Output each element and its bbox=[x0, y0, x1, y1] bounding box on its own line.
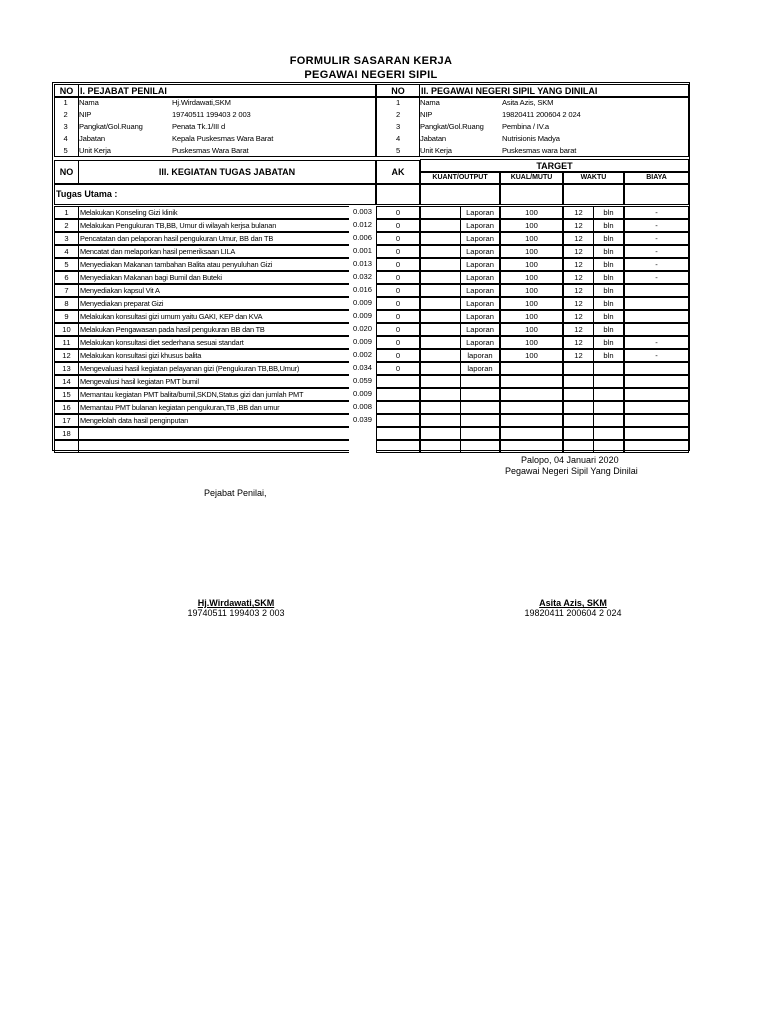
form-subtitle: PEGAWAI NEGERI SIPIL bbox=[304, 69, 438, 81]
task-kuant: 0 bbox=[376, 271, 420, 284]
task-no: 14 bbox=[54, 375, 79, 388]
task-kuant-blank bbox=[420, 336, 461, 349]
waktu-label: WAKTU bbox=[580, 174, 607, 181]
task-output: laporan bbox=[460, 362, 500, 375]
pegawai-row-value: 19820411 200604 2 024 bbox=[502, 110, 581, 119]
task-row bbox=[53, 271, 691, 284]
task-kual: 100 bbox=[500, 349, 563, 362]
biaya-label: BIAYA bbox=[646, 174, 667, 181]
task-biaya bbox=[624, 440, 689, 453]
task-biaya bbox=[624, 362, 689, 375]
task-unit bbox=[593, 427, 624, 440]
task-waktu bbox=[563, 401, 594, 414]
task-kual: 100 bbox=[500, 232, 563, 245]
task-row bbox=[53, 375, 691, 388]
task-row bbox=[53, 258, 691, 271]
task-no: 17 bbox=[54, 414, 79, 427]
pejabat-row-no: 3 bbox=[63, 122, 68, 131]
task-ak: 0.032 bbox=[349, 271, 377, 284]
task-unit bbox=[593, 414, 624, 427]
pegawai-heading-text: II. PEGAWAI NEGERI SIPIL YANG DINILAI bbox=[421, 86, 598, 96]
task-kuant: 0 bbox=[376, 349, 420, 362]
pejabat-row-value: 19740511 199403 2 003 bbox=[172, 110, 251, 119]
pejabat-sign-label: Pejabat Penilai, bbox=[204, 488, 267, 498]
task-output bbox=[460, 401, 500, 414]
pejabat-row-label: Jabatan bbox=[79, 134, 105, 143]
task-unit bbox=[593, 362, 624, 375]
task-kuant-blank bbox=[420, 245, 461, 258]
task-output: Laporan bbox=[460, 206, 500, 219]
task-no: 12 bbox=[54, 349, 79, 362]
pejabat-signature-nip: 19740511 199403 2 003 bbox=[187, 608, 285, 618]
pejabat-no-label: NO bbox=[59, 86, 74, 96]
task-biaya bbox=[624, 401, 689, 414]
task-kuant-blank bbox=[420, 427, 461, 440]
pejabat-row-no: 5 bbox=[63, 146, 68, 155]
task-kual bbox=[500, 362, 563, 375]
task-text: Mengevalusi hasil kegiatan PMT bumil bbox=[78, 375, 377, 388]
kuant-label: KUANT/OUTPUT bbox=[432, 174, 488, 181]
pejabat-row-value: Puskesmas Wara Barat bbox=[172, 146, 249, 155]
waktu-header bbox=[563, 172, 624, 184]
task-biaya: - bbox=[624, 271, 689, 284]
task-biaya: - bbox=[624, 245, 689, 258]
pegawai-row-no: 3 bbox=[395, 122, 401, 131]
task-unit: bln bbox=[593, 336, 624, 349]
task-waktu bbox=[563, 375, 594, 388]
task-biaya bbox=[624, 323, 689, 336]
task-kuant: 0 bbox=[376, 284, 420, 297]
task-kuant: 0 bbox=[376, 323, 420, 336]
task-row bbox=[53, 219, 691, 232]
task-kuant-blank bbox=[420, 258, 461, 271]
task-unit: bln bbox=[593, 323, 624, 336]
task-output bbox=[460, 414, 500, 427]
task-ak bbox=[349, 427, 377, 440]
task-output: laporan bbox=[460, 349, 500, 362]
task-kual bbox=[500, 440, 563, 453]
task-unit: bln bbox=[593, 349, 624, 362]
task-kuant: 0 bbox=[376, 297, 420, 310]
task-row bbox=[53, 401, 691, 414]
task-biaya bbox=[624, 427, 689, 440]
pejabat-row-label: Nama bbox=[79, 98, 99, 107]
form-table bbox=[52, 82, 690, 451]
task-no: 15 bbox=[54, 388, 79, 401]
task-kuant-blank bbox=[420, 284, 461, 297]
task-output: Laporan bbox=[460, 219, 500, 232]
task-ak: 0.009 bbox=[349, 310, 377, 323]
task-kual: 100 bbox=[500, 284, 563, 297]
task-kuant-blank bbox=[420, 414, 461, 427]
task-waktu bbox=[563, 414, 594, 427]
task-kuant bbox=[376, 414, 420, 427]
task-ak: 0.020 bbox=[349, 323, 377, 336]
task-row bbox=[53, 388, 691, 401]
task-text: Melakukan konsultasi gizi khusus balita bbox=[78, 349, 377, 362]
pegawai-row-label: Unit Kerja bbox=[420, 146, 452, 155]
task-kuant-blank bbox=[420, 349, 461, 362]
pejabat-row-value: Kepala Puskesmas Wara Barat bbox=[172, 134, 274, 143]
pegawai-sign-label: Pegawai Negeri Sipil Yang Dinilai bbox=[505, 466, 638, 476]
task-biaya: - bbox=[624, 232, 689, 245]
task-kuant-blank bbox=[420, 388, 461, 401]
task-text: Melakukan Konseling Gizi klinik bbox=[78, 206, 377, 219]
task-no: 10 bbox=[54, 323, 79, 336]
task-text: Menyediakan kapsul Vit A bbox=[78, 284, 377, 297]
task-row bbox=[53, 427, 691, 440]
task-waktu: 12 bbox=[563, 232, 594, 245]
task-kuant-blank bbox=[420, 297, 461, 310]
task-kuant-blank bbox=[420, 232, 461, 245]
task-no bbox=[54, 440, 79, 453]
task-kuant bbox=[376, 440, 420, 453]
task-row bbox=[53, 232, 691, 245]
pegawai-row-label: Jabatan bbox=[420, 134, 446, 143]
task-row bbox=[53, 414, 691, 427]
kegiatan-heading-text: III. KEGIATAN TUGAS JABATAN bbox=[158, 167, 296, 177]
task-text: Mengevaluasi hasil kegiatan pelayanan gizi (Pengukuran TB,BB,Umur) bbox=[78, 362, 377, 375]
task-ak: 0.001 bbox=[349, 245, 377, 258]
task-unit bbox=[593, 440, 624, 453]
task-waktu: 12 bbox=[563, 258, 594, 271]
task-kual bbox=[500, 401, 563, 414]
task-biaya: - bbox=[624, 349, 689, 362]
task-kual bbox=[500, 388, 563, 401]
task-ak: 0.002 bbox=[349, 349, 377, 362]
pegawai-row-no: 2 bbox=[395, 110, 401, 119]
task-biaya bbox=[624, 388, 689, 401]
task-no: 18 bbox=[54, 427, 79, 440]
task-output bbox=[460, 375, 500, 388]
task-text bbox=[78, 427, 377, 440]
task-row bbox=[53, 297, 691, 310]
place-date: Palopo, 04 Januari 2020 bbox=[521, 455, 619, 465]
kegiatan-no-label: NO bbox=[59, 167, 74, 177]
task-output: Laporan bbox=[460, 245, 500, 258]
kegiatan-heading bbox=[78, 160, 376, 184]
task-output: Laporan bbox=[460, 271, 500, 284]
task-output: Laporan bbox=[460, 310, 500, 323]
pejabat-row-value: Hj.Wirdawati,SKM bbox=[172, 98, 231, 107]
task-no: 9 bbox=[54, 310, 79, 323]
task-output: Laporan bbox=[460, 284, 500, 297]
task-output: Laporan bbox=[460, 297, 500, 310]
task-biaya bbox=[624, 375, 689, 388]
task-ak: 0.006 bbox=[349, 232, 377, 245]
task-ak: 0.009 bbox=[349, 336, 377, 349]
task-kuant: 0 bbox=[376, 206, 420, 219]
tugas-utama-kuant bbox=[420, 184, 500, 205]
pegawai-row-no: 4 bbox=[395, 134, 401, 143]
pejabat-row-no: 2 bbox=[63, 110, 68, 119]
task-waktu: 12 bbox=[563, 336, 594, 349]
task-no: 2 bbox=[54, 219, 79, 232]
kual-header bbox=[500, 172, 563, 184]
task-biaya bbox=[624, 310, 689, 323]
pejabat-row-label: Unit Kerja bbox=[79, 146, 111, 155]
task-unit: bln bbox=[593, 297, 624, 310]
task-kuant: 0 bbox=[376, 336, 420, 349]
task-no: 1 bbox=[54, 206, 79, 219]
form-title: FORMULIR SASARAN KERJA bbox=[289, 55, 453, 67]
task-unit: bln bbox=[593, 232, 624, 245]
task-text: Pencatatan dan pelaporan hasil pengukuran Umur, BB dan TB bbox=[78, 232, 377, 245]
task-ak: 0.009 bbox=[349, 297, 377, 310]
task-biaya: - bbox=[624, 336, 689, 349]
pegawai-row-value: Puskesmas wara barat bbox=[502, 146, 577, 155]
task-biaya: - bbox=[624, 219, 689, 232]
pegawai-signature-block bbox=[503, 598, 643, 618]
task-row bbox=[53, 336, 691, 349]
task-ak: 0.059 bbox=[349, 375, 377, 388]
task-kuant-blank bbox=[420, 440, 461, 453]
pejabat-row-label: Pangkat/Gol.Ruang bbox=[79, 122, 143, 131]
task-biaya bbox=[624, 284, 689, 297]
target-label: TARGET bbox=[536, 161, 573, 171]
task-no: 16 bbox=[54, 401, 79, 414]
task-biaya: - bbox=[624, 206, 689, 219]
task-kuant-blank bbox=[420, 206, 461, 219]
task-kuant-blank bbox=[420, 310, 461, 323]
task-no: 8 bbox=[54, 297, 79, 310]
task-row bbox=[53, 284, 691, 297]
tugas-utama-kual bbox=[500, 184, 563, 205]
task-output bbox=[460, 427, 500, 440]
pegawai-no-label: NO bbox=[391, 86, 405, 96]
pejabat-row-no: 4 bbox=[63, 134, 68, 143]
task-kuant-blank bbox=[420, 375, 461, 388]
task-text: Melakukan Pengukuran TB,BB, Umur di wilayah kerjsa bulanan bbox=[78, 219, 377, 232]
task-unit: bln bbox=[593, 310, 624, 323]
kual-label: KUAL/MUTU bbox=[510, 174, 553, 181]
task-row bbox=[53, 362, 691, 375]
task-waktu bbox=[563, 427, 594, 440]
task-waktu bbox=[563, 362, 594, 375]
task-unit bbox=[593, 388, 624, 401]
task-kual: 100 bbox=[500, 245, 563, 258]
task-ak: 0.016 bbox=[349, 284, 377, 297]
task-text: Memantau PMT bulanan kegiatan pengukuran,TB ,BB dan umur bbox=[78, 401, 377, 414]
task-waktu: 12 bbox=[563, 297, 594, 310]
tugas-utama-biaya bbox=[624, 184, 689, 205]
task-no: 13 bbox=[54, 362, 79, 375]
task-kual: 100 bbox=[500, 297, 563, 310]
task-kual: 100 bbox=[500, 258, 563, 271]
task-waktu: 12 bbox=[563, 284, 594, 297]
pegawai-row-value: Nutrisionis Madya bbox=[502, 134, 560, 143]
task-row bbox=[53, 245, 691, 258]
pegawai-signature-nip: 19820411 200604 2 024 bbox=[524, 608, 622, 618]
task-kuant bbox=[376, 375, 420, 388]
task-output: Laporan bbox=[460, 232, 500, 245]
task-row bbox=[53, 440, 691, 453]
task-kual: 100 bbox=[500, 219, 563, 232]
task-waktu: 12 bbox=[563, 206, 594, 219]
task-kuant-blank bbox=[420, 362, 461, 375]
task-ak: 0.009 bbox=[349, 388, 377, 401]
task-biaya bbox=[624, 297, 689, 310]
task-unit bbox=[593, 375, 624, 388]
task-kual: 100 bbox=[500, 336, 563, 349]
task-unit: bln bbox=[593, 219, 624, 232]
pegawai-row-no: 5 bbox=[395, 146, 401, 155]
task-unit: bln bbox=[593, 271, 624, 284]
task-ak: 0.039 bbox=[349, 414, 377, 427]
task-waktu: 12 bbox=[563, 219, 594, 232]
task-text: Memantau kegiatan PMT balita/bumil,SKDN,Status gizi dan jumlah PMT bbox=[78, 388, 377, 401]
pejabat-signature-name: Hj.Wirdawati,SKM bbox=[197, 598, 275, 608]
task-unit: bln bbox=[593, 206, 624, 219]
task-text: Melakukan konsultasi diet sederhana sesuai standart bbox=[78, 336, 377, 349]
pegawai-row-label: Nama bbox=[420, 98, 440, 107]
task-ak bbox=[349, 440, 377, 453]
task-biaya bbox=[624, 414, 689, 427]
ak-header bbox=[376, 160, 420, 184]
pejabat-row-no: 1 bbox=[63, 98, 68, 107]
task-row bbox=[53, 323, 691, 336]
pejabat-no-header bbox=[54, 84, 79, 97]
task-kual: 100 bbox=[500, 310, 563, 323]
task-row bbox=[53, 349, 691, 362]
task-kual bbox=[500, 427, 563, 440]
task-waktu bbox=[563, 388, 594, 401]
task-text: Mencatat dan melaporkan hasil pemeriksaan LILA bbox=[78, 245, 377, 258]
task-ak: 0.012 bbox=[349, 219, 377, 232]
task-text bbox=[78, 440, 377, 453]
task-biaya: - bbox=[624, 258, 689, 271]
pejabat-heading bbox=[78, 84, 376, 97]
task-waktu: 12 bbox=[563, 349, 594, 362]
pegawai-row-no: 1 bbox=[395, 98, 401, 107]
task-no: 11 bbox=[54, 336, 79, 349]
pegawai-signature-name: Asita Azis, SKM bbox=[539, 598, 607, 608]
pegawai-row-value: Pembina / IV.a bbox=[502, 122, 550, 131]
task-no: 3 bbox=[54, 232, 79, 245]
task-kual bbox=[500, 414, 563, 427]
task-kual: 100 bbox=[500, 323, 563, 336]
tugas-utama-ak bbox=[376, 184, 420, 205]
pejabat-row-value: Penata Tk.1/III d bbox=[172, 122, 226, 131]
task-text: Mengelolah data hasil penginputan bbox=[78, 414, 377, 427]
task-kual: 100 bbox=[500, 271, 563, 284]
task-kuant bbox=[376, 388, 420, 401]
task-waktu: 12 bbox=[563, 310, 594, 323]
task-kual bbox=[500, 375, 563, 388]
ak-label: AK bbox=[391, 167, 405, 177]
task-text: Melakukan Pengawasan pada hasil pengukuran BB dan TB bbox=[78, 323, 377, 336]
task-row bbox=[53, 206, 691, 219]
task-text: Melakukan konsultasi gizi umum yaitu GAKI, KEP dan KVA bbox=[78, 310, 377, 323]
task-row bbox=[53, 310, 691, 323]
task-output bbox=[460, 388, 500, 401]
kuant-header bbox=[420, 172, 500, 184]
task-ak: 0.008 bbox=[349, 401, 377, 414]
biaya-header bbox=[624, 172, 689, 184]
task-waktu: 12 bbox=[563, 245, 594, 258]
pegawai-no-header bbox=[376, 84, 420, 97]
task-ak: 0.013 bbox=[349, 258, 377, 271]
task-kuant: 0 bbox=[376, 258, 420, 271]
task-kuant bbox=[376, 427, 420, 440]
task-kuant: 0 bbox=[376, 245, 420, 258]
task-kuant: 0 bbox=[376, 310, 420, 323]
tugas-utama-waktu bbox=[563, 184, 624, 205]
pejabat-heading-text: I. PEJABAT PENILAI bbox=[80, 86, 167, 96]
task-kuant: 0 bbox=[376, 232, 420, 245]
task-kuant-blank bbox=[420, 401, 461, 414]
task-unit: bln bbox=[593, 258, 624, 271]
task-no: 5 bbox=[54, 258, 79, 271]
task-text: Menyediakan preparat Gizi bbox=[78, 297, 377, 310]
task-no: 4 bbox=[54, 245, 79, 258]
task-output bbox=[460, 440, 500, 453]
task-output: Laporan bbox=[460, 336, 500, 349]
task-unit bbox=[593, 401, 624, 414]
task-output: Laporan bbox=[460, 258, 500, 271]
task-kuant-blank bbox=[420, 219, 461, 232]
task-ak: 0.034 bbox=[349, 362, 377, 375]
task-kuant: 0 bbox=[376, 219, 420, 232]
kegiatan-no-header bbox=[54, 160, 79, 184]
task-kuant bbox=[376, 401, 420, 414]
task-kuant-blank bbox=[420, 323, 461, 336]
task-text: Menyediakan Makanan tambahan Balita atau penyuluhan Gizi bbox=[78, 258, 377, 271]
task-unit: bln bbox=[593, 245, 624, 258]
task-kuant: 0 bbox=[376, 362, 420, 375]
tugas-utama-label: Tugas Utama : bbox=[56, 189, 118, 199]
task-waktu: 12 bbox=[563, 271, 594, 284]
tugas-utama-row bbox=[54, 184, 376, 205]
task-unit: bln bbox=[593, 284, 624, 297]
pejabat-row-label: NIP bbox=[79, 110, 92, 119]
task-no: 7 bbox=[54, 284, 79, 297]
task-waktu bbox=[563, 440, 594, 453]
task-output: Laporan bbox=[460, 323, 500, 336]
pejabat-signature-block bbox=[176, 598, 296, 618]
task-no: 6 bbox=[54, 271, 79, 284]
pegawai-heading bbox=[419, 84, 689, 97]
task-kual: 100 bbox=[500, 206, 563, 219]
target-header bbox=[420, 159, 689, 172]
task-ak: 0.003 bbox=[349, 206, 377, 219]
pegawai-row-label: NIP bbox=[420, 110, 433, 119]
task-text: Menyediakan Makanan bagi Bumil dan Buteki bbox=[78, 271, 377, 284]
task-waktu: 12 bbox=[563, 323, 594, 336]
pegawai-row-label: Pangkat/Gol.Ruang bbox=[420, 122, 484, 131]
task-kuant-blank bbox=[420, 271, 461, 284]
pegawai-row-value: Asita Azis, SKM bbox=[502, 98, 554, 107]
